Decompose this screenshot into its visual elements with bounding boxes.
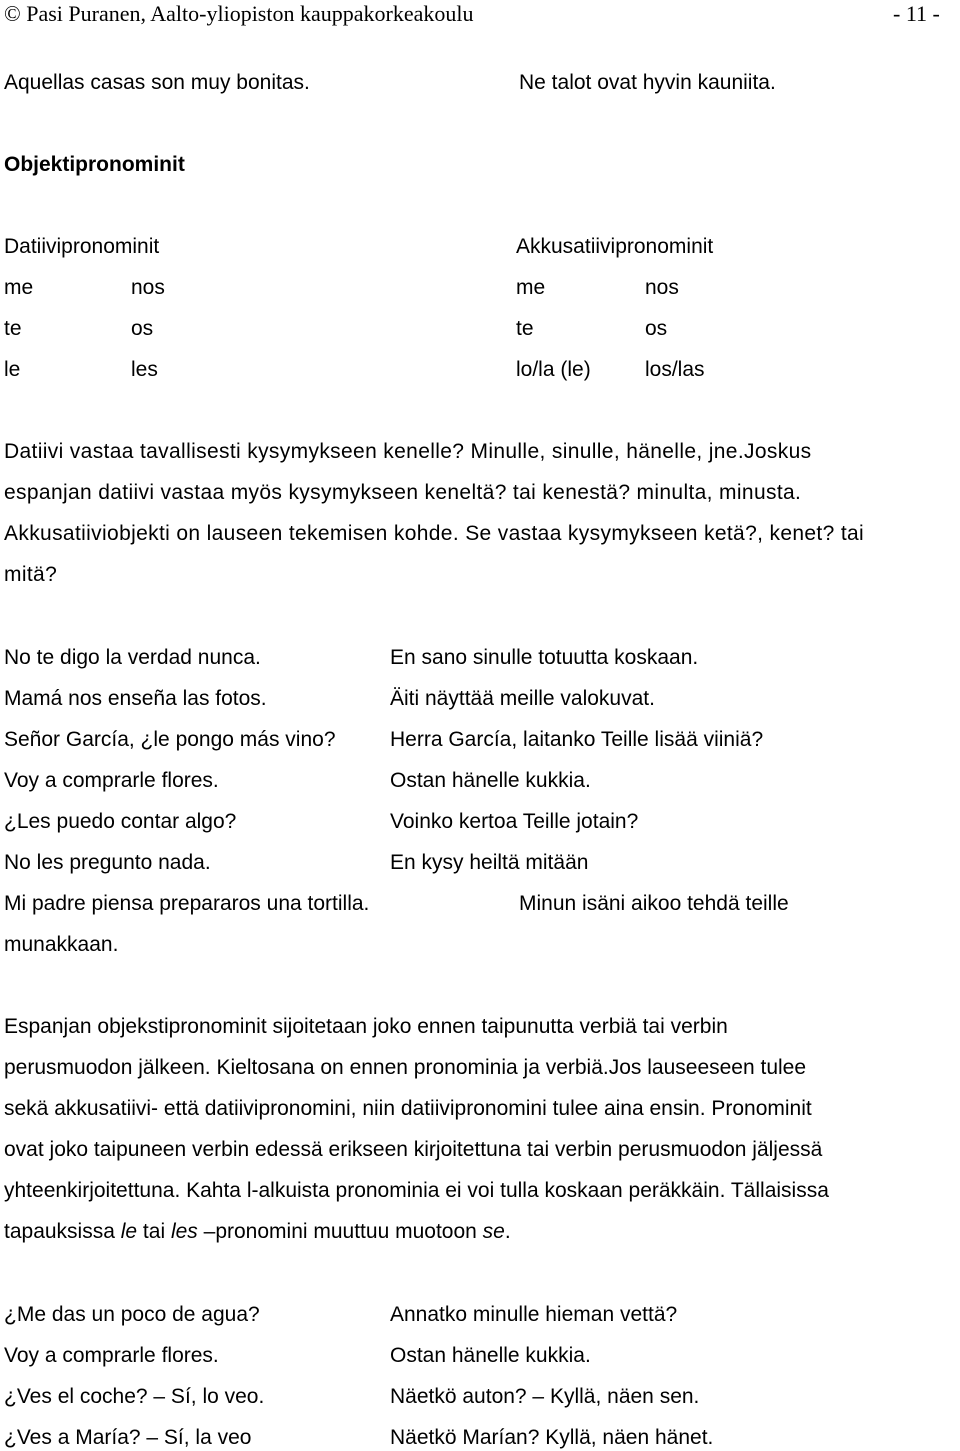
- example-spanish: Voy a comprarle flores.: [4, 769, 219, 792]
- example-finnish: Minun isäni aikoo tehdä teille: [519, 892, 789, 915]
- italic-term-se: se: [482, 1220, 505, 1243]
- example-finnish-continued: munakkaan.: [4, 933, 119, 956]
- paragraph-line: Datiivi vastaa tavallisesti kysymykseen kenelle? Minulle, sinulle, hänelle, jne.Joskus: [4, 440, 812, 463]
- table-cell: le: [4, 358, 21, 381]
- header-copyright: © Pasi Puranen, Aalto-yliopiston kauppakorkeakoulu: [4, 1, 474, 26]
- paragraph-line: mitä?: [4, 563, 58, 586]
- example-spanish: Voy a comprarle flores.: [4, 1344, 219, 1367]
- text-run: tapauksissa: [4, 1220, 121, 1243]
- paragraph-last-line: [4, 1219, 511, 1245]
- section-title: Objektipronominit: [4, 153, 185, 176]
- paragraph-line: ovat joko taipuneen verbin edessä erikseen kirjoitettuna tai verbin perusmuodon jäljessä: [4, 1138, 823, 1161]
- table-cell: los/las: [645, 358, 705, 381]
- example-spanish: ¿Ves el coche? – Sí, lo veo.: [4, 1385, 265, 1408]
- table-cell: me: [516, 276, 546, 299]
- paragraph-line: Akkusatiiviobjekti on lauseen tekemisen kohde. Se vastaa kysymykseen ketä?, kenet? tai: [4, 522, 865, 545]
- paragraph-line: perusmuodon jälkeen. Kieltosana on ennen pronominia ja verbiä.Jos lauseeseen tulee: [4, 1056, 807, 1079]
- table-cell: os: [645, 317, 668, 340]
- page-number: - 11 -: [893, 1, 940, 26]
- example-spanish: ¿Me das un poco de agua?: [4, 1303, 260, 1326]
- example-finnish: Voinko kertoa Teille jotain?: [390, 810, 639, 833]
- text-run: tai: [137, 1220, 171, 1243]
- intro-spanish: Aquellas casas son muy bonitas.: [4, 71, 310, 94]
- accusative-heading: Akkusatiivipronominit: [516, 235, 714, 258]
- paragraph-line: yhteenkirjoitettuna. Kahta l-alkuista pronominia ei voi tulla koskaan peräkkäin. Tällaisissa: [4, 1179, 829, 1202]
- table-cell: te: [4, 317, 22, 340]
- example-finnish: En kysy heiltä mitään: [390, 851, 589, 874]
- text-run: –pronomini muuttuu muotoon: [197, 1220, 483, 1243]
- example-finnish: Näetkö Marían? Kyllä, näen hänet.: [390, 1426, 714, 1449]
- paragraph-line: espanjan datiivi vastaa myös kysymykseen keneltä? tai kenestä? minulta, minusta.: [4, 481, 802, 504]
- intro-finnish: Ne talot ovat hyvin kauniita.: [519, 71, 776, 94]
- paragraph-line: Espanjan objekstipronominit sijoitetaan joko ennen taipunutta verbiä tai verbin: [4, 1015, 728, 1038]
- example-finnish: Annatko minulle hieman vettä?: [390, 1303, 678, 1326]
- example-finnish: Herra García, laitanko Teille lisää viiniä?: [390, 728, 764, 751]
- example-spanish: ¿Ves a María? – Sí, la veo: [4, 1426, 252, 1449]
- paragraph-line: sekä akkusatiivi- että datiivipronomini, niin datiivipronomini tulee aina ensin. Pronominit: [4, 1097, 812, 1120]
- example-spanish: Señor García, ¿le pongo más vino?: [4, 728, 336, 751]
- dative-heading: Datiivipronominit: [4, 235, 160, 258]
- example-spanish: Mamá nos enseña las fotos.: [4, 687, 267, 710]
- example-finnish: Ostan hänelle kukkia.: [390, 1344, 591, 1367]
- table-cell: nos: [131, 276, 165, 299]
- table-cell: lo/la (le): [516, 358, 591, 381]
- example-finnish: Näetkö auton? – Kyllä, näen sen.: [390, 1385, 700, 1408]
- example-spanish: No les pregunto nada.: [4, 851, 211, 874]
- example-finnish: Äiti näyttää meille valokuvat.: [390, 687, 655, 710]
- example-finnish: En sano sinulle totuutta koskaan.: [390, 646, 699, 669]
- table-cell: me: [4, 276, 34, 299]
- text-run: .: [504, 1220, 511, 1243]
- italic-term-le: le: [120, 1220, 138, 1243]
- table-cell: os: [131, 317, 154, 340]
- example-spanish: No te digo la verdad nunca.: [4, 646, 261, 669]
- example-spanish: ¿Les puedo contar algo?: [4, 810, 237, 833]
- table-cell: les: [131, 358, 158, 381]
- italic-term-les: les: [170, 1220, 198, 1243]
- example-spanish: Mi padre piensa prepararos una tortilla.: [4, 892, 370, 915]
- table-cell: te: [516, 317, 534, 340]
- example-finnish: Ostan hänelle kukkia.: [390, 769, 591, 792]
- table-cell: nos: [645, 276, 679, 299]
